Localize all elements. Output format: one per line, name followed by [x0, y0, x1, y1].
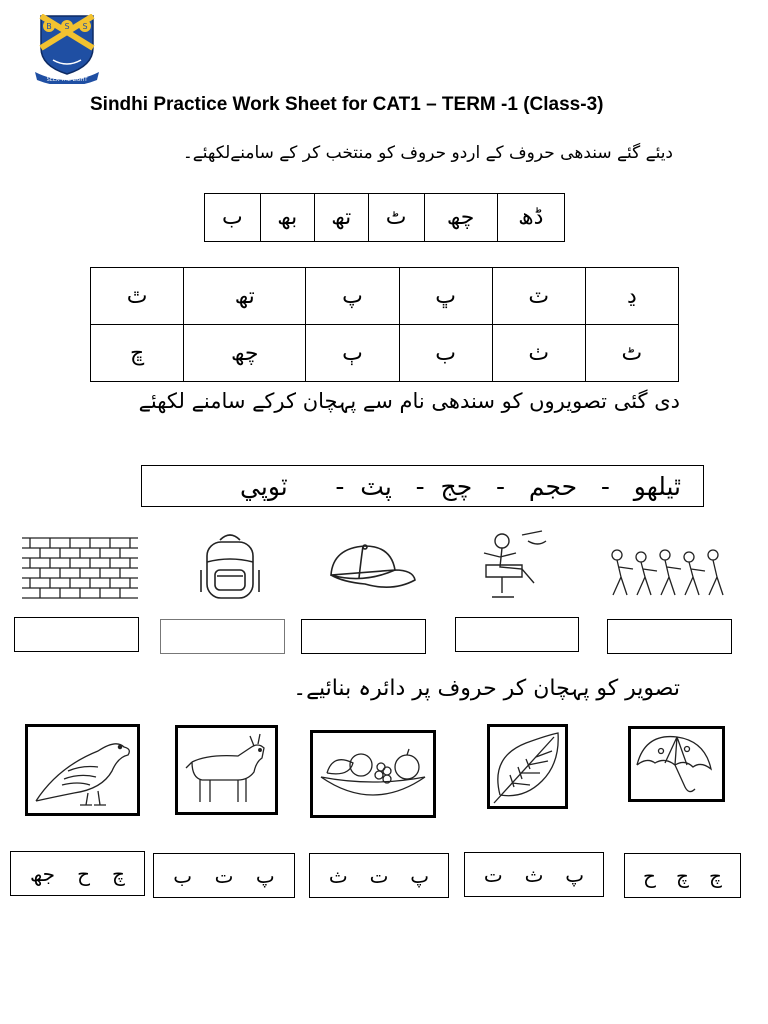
umbrella-picture: [628, 726, 725, 802]
letter-set-3: [309, 853, 449, 898]
answer-option[interactable]: ڇ: [91, 325, 184, 382]
letter-option[interactable]: ت: [214, 864, 234, 888]
brick-wall-picture: [20, 535, 140, 600]
answer-option[interactable]: ڍ: [585, 268, 678, 325]
letter-option[interactable]: چ: [709, 864, 722, 888]
given-letter: ڈھ: [497, 194, 564, 242]
answer-option[interactable]: تھ: [184, 268, 306, 325]
word-bank: ٿيلھو - حجم - چج - پٽ - ٽوپي: [141, 465, 704, 507]
letter-option[interactable]: ت: [369, 864, 389, 888]
letter-set-1: [10, 851, 145, 896]
section1-instruction: دیئے گئے سندھی حروف کے اردو حروف کو منتخب کر کے سامنےلکھئے۔: [182, 143, 673, 163]
letter-option[interactable]: ب: [173, 864, 193, 888]
section2-instruction: دی گئی تصویروں کو سندھی نام سے پہچان کرکے سامنے لکھئے: [138, 389, 680, 413]
given-letter: چھ: [424, 194, 497, 242]
bird-picture: [25, 724, 140, 816]
svg-text:B: B: [46, 22, 52, 31]
answer-option[interactable]: ٻ: [306, 325, 399, 382]
section3-instruction: تصویر کو پہچان کر حروف پر دائرہ بنائیے۔: [293, 676, 680, 701]
letter-option[interactable]: ث: [328, 864, 348, 888]
answer-box-3[interactable]: [301, 619, 426, 654]
goat-picture: [175, 725, 278, 815]
answer-option[interactable]: ٽ: [492, 268, 585, 325]
letter-option[interactable]: پ: [255, 864, 275, 888]
answer-option[interactable]: ٹ: [585, 325, 678, 382]
letter-option[interactable]: ت: [483, 863, 503, 887]
cap-picture: [323, 540, 418, 595]
fruit-basket-picture: [310, 730, 436, 818]
barber-chair-picture: [472, 527, 552, 605]
given-letter: تھ: [314, 194, 368, 242]
school-logo: [33, 14, 101, 84]
answer-box-1[interactable]: [14, 617, 139, 652]
leaf-picture: [487, 724, 568, 809]
letter-option[interactable]: پ: [410, 864, 430, 888]
answer-box-2[interactable]: [160, 619, 285, 654]
letter-option[interactable]: چ: [112, 862, 125, 886]
letter-set-5: [624, 853, 741, 898]
answer-option[interactable]: ٿ: [91, 268, 184, 325]
given-letter: ٹ: [368, 194, 424, 242]
letter-option[interactable]: چ: [676, 864, 689, 888]
svg-text:S: S: [82, 22, 88, 31]
answer-box-5[interactable]: [607, 619, 732, 654]
answer-option[interactable]: پ: [306, 268, 399, 325]
given-letter: بھ: [260, 194, 314, 242]
worksheet-title: Sindhi Practice Work Sheet for CAT1 – TERM -1 (Class-3): [90, 94, 604, 115]
answer-box-4[interactable]: [455, 617, 579, 652]
given-letter: ب: [205, 194, 261, 242]
people-pushing-picture: [605, 545, 727, 600]
answer-option[interactable]: ڀ: [399, 268, 492, 325]
letter-option[interactable]: پ: [565, 863, 585, 887]
letter-option[interactable]: ح: [77, 862, 90, 886]
given-letters-table: [204, 193, 565, 242]
answer-option[interactable]: چھ: [184, 325, 306, 382]
school-bag-picture: [195, 530, 265, 602]
answer-option[interactable]: ب: [399, 325, 492, 382]
svg-text:S: S: [64, 22, 70, 31]
letter-set-2: [153, 853, 295, 898]
svg-text:SEEK THE LIGHT: SEEK THE LIGHT: [46, 77, 88, 83]
letter-option[interactable]: جھ: [30, 862, 56, 886]
answer-option[interactable]: ٺ: [492, 325, 585, 382]
letter-option[interactable]: ح: [643, 864, 656, 888]
answer-options-table: [90, 267, 679, 382]
letter-set-4: [464, 852, 604, 897]
letter-option[interactable]: ث: [524, 863, 544, 887]
